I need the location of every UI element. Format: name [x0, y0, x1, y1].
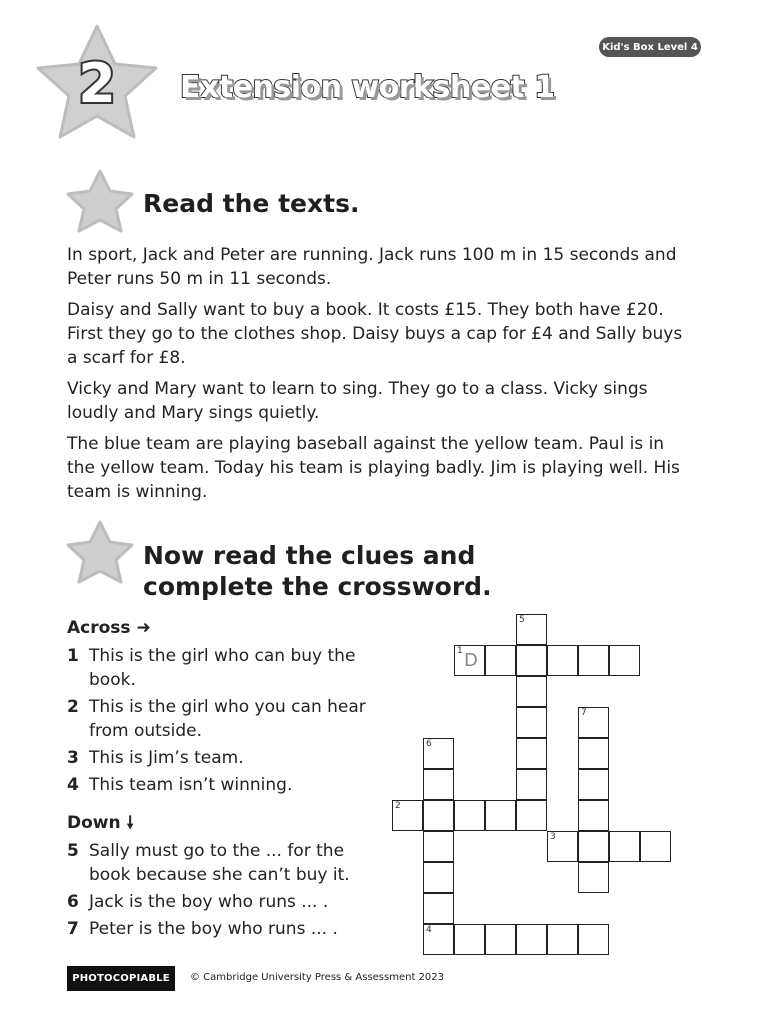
- across-title: Across ➜: [67, 618, 151, 638]
- crossword-cell[interactable]: [423, 800, 454, 831]
- text-paragraph: Vicky and Mary want to learn to sing. They go to a class. Vicky sings loudly and Mary sings quietly.: [67, 379, 648, 423]
- down-title: Down 🠗: [67, 813, 134, 833]
- across-clues: [67, 644, 377, 797]
- clue-number: 4: [426, 925, 432, 935]
- photocopiable-badge: PHOTOCOPIABLE: [67, 966, 175, 991]
- crossword-cell[interactable]: [516, 707, 547, 738]
- clue-number: 6: [426, 739, 432, 749]
- crossword-cell[interactable]: [547, 924, 578, 955]
- crossword-cell[interactable]: [516, 614, 547, 645]
- crossword-cell[interactable]: [609, 645, 640, 676]
- crossword-cell[interactable]: [423, 738, 454, 769]
- clue-down-6: 6 Jack is the boy who runs ... .: [67, 892, 329, 912]
- clue-number: 7: [581, 708, 587, 718]
- crossword-cell[interactable]: [454, 800, 485, 831]
- prefilled-letter: D: [464, 650, 478, 671]
- crossword-cell[interactable]: [578, 831, 609, 862]
- star-icon: [64, 167, 136, 235]
- crossword-cell[interactable]: [516, 769, 547, 800]
- crossword-cell[interactable]: [578, 862, 609, 893]
- crossword-cell[interactable]: [578, 924, 609, 955]
- level-badge: Kid's Box Level 4: [599, 37, 701, 57]
- copyright-text: © Cambridge University Press & Assessment 2023: [190, 972, 445, 983]
- crossword-cell[interactable]: [454, 924, 485, 955]
- clue-number: 1: [457, 646, 463, 656]
- crossword-grid: [392, 614, 688, 954]
- clue-number: 3: [550, 832, 556, 842]
- section-heading-crossword: Now read the clues and complete the crossword.: [143, 541, 492, 601]
- arrow-down-icon: 🠗: [126, 813, 134, 833]
- clue-across-2: 2 This is the girl who you can hear from outside.: [67, 697, 366, 741]
- crossword-cell[interactable]: [516, 738, 547, 769]
- crossword-cell[interactable]: [516, 924, 547, 955]
- arrow-right-icon: ➜: [136, 618, 151, 638]
- crossword-cell[interactable]: [516, 645, 547, 676]
- crossword-cell[interactable]: [485, 800, 516, 831]
- crossword-cell[interactable]: [485, 924, 516, 955]
- crossword-cell[interactable]: [578, 769, 609, 800]
- crossword-cell[interactable]: [423, 862, 454, 893]
- crossword-cell[interactable]: [578, 645, 609, 676]
- reading-texts: [67, 243, 687, 511]
- down-clues: [67, 839, 377, 941]
- crossword-cell[interactable]: [423, 924, 454, 955]
- crossword-cell[interactable]: [454, 645, 485, 676]
- text-paragraph: In sport, Jack and Peter are running. Jack runs 100 m in 15 seconds and Peter runs 50 m in 11 seconds.: [67, 245, 677, 289]
- crossword-cell[interactable]: [392, 800, 423, 831]
- clue-across-3: 3 This is Jim’s team.: [67, 748, 244, 768]
- unit-number-badge: [32, 20, 162, 146]
- crossword-cell[interactable]: [640, 831, 671, 862]
- crossword-cell[interactable]: [423, 893, 454, 924]
- star-icon: [64, 518, 136, 586]
- text-paragraph: The blue team are playing baseball against the yellow team. Paul is in the yellow team. Today his team is playing badly. Jim is playing well. His team is winning.: [67, 434, 680, 502]
- crossword-cell[interactable]: [547, 831, 578, 862]
- clue-number: 2: [395, 801, 401, 811]
- crossword-cell[interactable]: [578, 800, 609, 831]
- crossword-cell[interactable]: [516, 676, 547, 707]
- clue-number: 5: [519, 615, 525, 625]
- text-paragraph: Daisy and Sally want to buy a book. It costs £15. They both have £20. First they go to the clothes shop. Daisy buys a cap for £4 and Sally buys a scarf for £8.: [67, 300, 683, 368]
- crossword-cell[interactable]: [516, 800, 547, 831]
- crossword-cell[interactable]: [485, 645, 516, 676]
- clue-down-5: 5 Sally must go to the ... for the book because she can’t buy it.: [67, 841, 350, 885]
- crossword-cell[interactable]: [578, 738, 609, 769]
- crossword-cell[interactable]: [578, 707, 609, 738]
- crossword-cell[interactable]: [423, 831, 454, 862]
- clues-panel: [67, 616, 377, 944]
- crossword-cell[interactable]: [609, 831, 640, 862]
- clue-across-4: 4 This team isn’t winning.: [67, 775, 293, 795]
- clue-down-7: 7 Peter is the boy who runs ... .: [67, 919, 338, 939]
- section-heading-read-texts: Read the texts.: [143, 189, 360, 218]
- clue-across-1: 1 This is the girl who can buy the book.: [67, 646, 356, 690]
- page-title: Extension worksheet 1: [180, 70, 555, 105]
- crossword-cell[interactable]: [547, 645, 578, 676]
- unit-number: 2: [78, 52, 116, 115]
- crossword-cell[interactable]: [423, 769, 454, 800]
- unit-star-icon: [32, 20, 162, 146]
